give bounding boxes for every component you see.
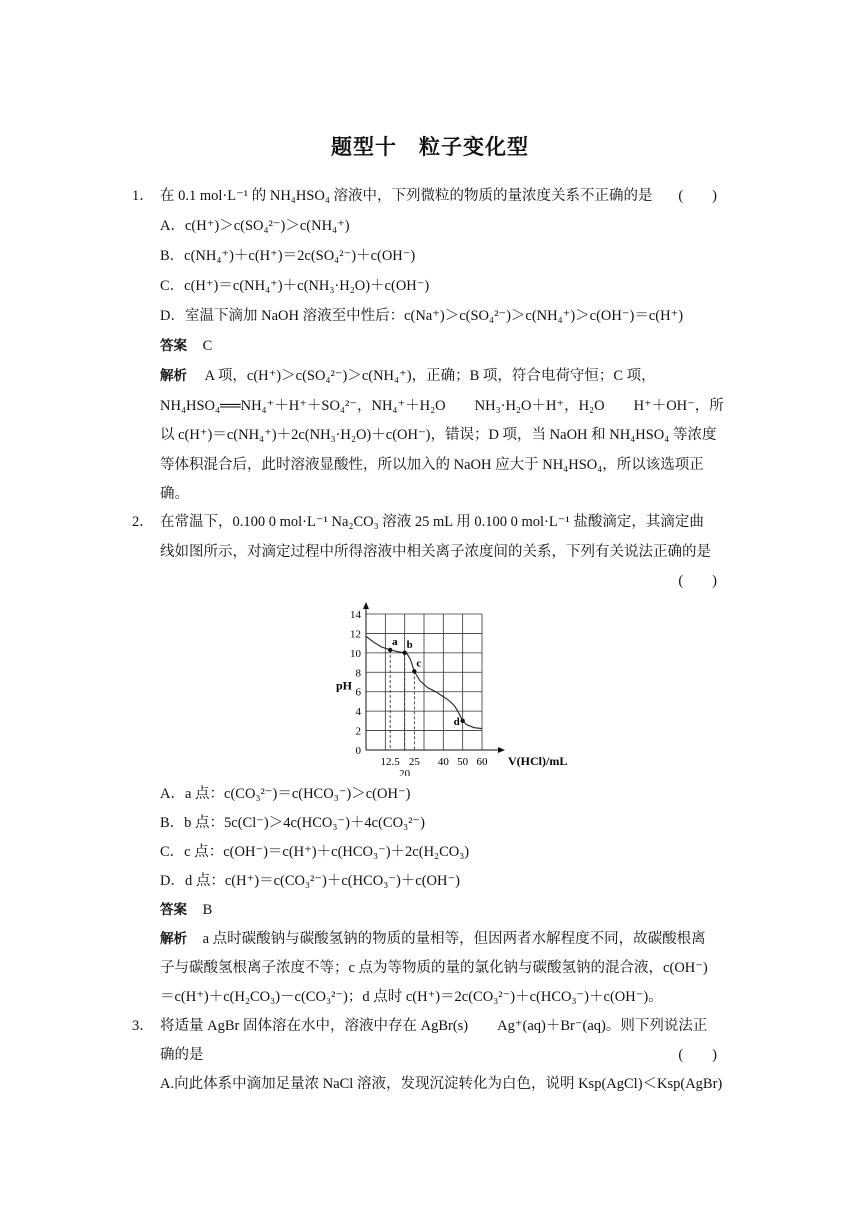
analysis-text: 确。 (160, 486, 189, 502)
data-point-c (412, 669, 416, 673)
answer-value: B (202, 902, 213, 918)
titration-chart (330, 598, 600, 776)
data-point-label-d: d (453, 715, 460, 728)
page-title: 题型十 粒子变化型 (331, 135, 529, 159)
y-tick-label: 2 (355, 725, 361, 738)
y-axis-label: pH (336, 678, 353, 693)
question-number: 1． (132, 188, 154, 204)
analysis-text: a 点时碳酸钠与碳酸氢钠的物质的量相等，但因两者水解程度不同，故碳酸根离 (202, 931, 706, 947)
option-b: B．c(NH₄⁺)＋c(H⁺)＝2c(SO₄²⁻)＋c(OH⁻) (160, 248, 416, 264)
dashed-guides (390, 650, 414, 750)
data-point-label-c: c (416, 657, 422, 670)
data-point-label-b: b (406, 638, 413, 651)
answer-value: C (202, 338, 213, 354)
option-a: A.向此体系中滴加足量浓 NaCl 溶液，发现沉淀转化为白色，说明 Ksp(AgCl)＜Ksp(AgBr) (160, 1076, 723, 1092)
x-tick-label: 12.5 (380, 756, 400, 768)
analysis-text: ＝c(H⁺)＋c(H₂CO₃)－c(CO₃²⁻)；d 点时 c(H⁺)＝2c(CO₃²⁻)＋c(HCO₃⁻)＋c(OH⁻)。 (160, 989, 663, 1005)
answer-label: 答案 (160, 338, 187, 354)
chart-grid (366, 614, 482, 750)
y-tick-label: 6 (355, 686, 361, 699)
x-axis-label: V(HCl)/mL (508, 754, 568, 768)
option-c: C．c 点：c(OH⁻)＝c(H⁺)＋c(HCO₃⁻)＋2c(H₂CO₃) (160, 844, 470, 860)
analysis-text: 子与碳酸氢根离子浓度不等；c 点为等物质的量的氯化钠与碳酸氢钠的混合液，c(OH⁻) (160, 960, 708, 976)
data-point-a (388, 648, 392, 652)
y-tick-label: 14 (350, 609, 361, 621)
answer-parenthesis: ( ) (678, 573, 717, 589)
x-tick-label: 20 (399, 768, 411, 776)
question-number: 3． (132, 1018, 154, 1034)
x-tick-label: 25 (408, 756, 420, 768)
answer-parenthesis: ( ) (678, 1047, 717, 1063)
analysis-label: 解析 (160, 368, 187, 384)
option-a: A．a 点：c(CO₃²⁻)＝c(HCO₃⁻)＞c(OH⁻) (160, 786, 411, 802)
analysis-line (160, 929, 706, 949)
question-number: 2． (132, 514, 154, 530)
analysis-text: 等体积混合后，此时溶液显酸性，所以加入的 NaOH 应大于 NH₄HSO₄，所以该选项正 (160, 457, 704, 473)
analysis-text: 以 c(H⁺)＝c(NH₄⁺)＋2c(NH₃·H₂O)＋c(OH⁻)，错误；D 项，当 NaOH 和 NH₄HSO₄ 等浓度 (160, 427, 717, 443)
y-tick-label: 12 (350, 628, 361, 641)
y-tick-label: 4 (355, 706, 361, 719)
answer-label: 答案 (160, 902, 187, 918)
data-points (388, 636, 465, 728)
x-tick-label: 40 (437, 756, 449, 768)
data-point-label-a: a (392, 635, 398, 648)
x-tick-labels (381, 756, 488, 776)
y-tick-label: 0 (355, 745, 361, 757)
answer-line (160, 900, 212, 920)
answer-parenthesis: ( ) (678, 188, 717, 204)
data-point-d (460, 719, 464, 723)
option-b: B．b 点：5c(Cl⁻)＞4c(HCO₃⁻)＋4c(CO₃²⁻) (160, 815, 425, 831)
option-c: C．c(H⁺)＝c(NH₄⁺)＋c(NH₃·H₂O)＋c(OH⁻) (160, 278, 430, 294)
option-a: A．c(H⁺)＞c(SO₄²⁻)＞c(NH₄⁺) (160, 218, 350, 234)
question-stem: 将适量 AgBr 固体溶在水中，溶液中存在 AgBr(s) Ag⁺(aq)＋Br⁻(aq)。则下列说法正 (160, 1018, 708, 1034)
analysis-line (160, 366, 656, 386)
x-axis-arrow (498, 747, 505, 753)
x-tick-label: 50 (457, 756, 469, 768)
y-tick-label: 8 (355, 667, 361, 680)
option-d: D．d 点：c(H⁺)＝c(CO₃²⁻)＋c(HCO₃⁻)＋c(OH⁻) (160, 873, 460, 889)
y-tick-label: 10 (350, 647, 361, 660)
option-d: D．室温下滴加 NaOH 溶液至中性后：c(Na⁺)＞c(SO₄²⁻)＞c(NH₄⁺)＞c(OH⁻)＝c(H⁺) (160, 308, 684, 324)
y-axis-arrow (363, 602, 369, 609)
x-tick-label: 60 (476, 756, 488, 768)
analysis-label: 解析 (160, 931, 187, 947)
analysis-text: NH₄HSO₄══NH₄⁺＋H⁺＋SO₄²⁻，NH₄⁺＋H₂O NH₃·H₂O＋H⁺，H₂O H⁺＋OH⁻，所 (160, 398, 724, 414)
question-stem: 在 0.1 mol·L⁻¹ 的 NH₄HSO₄ 溶液中，下列微粒的物质的量浓度关系不正确的是 (160, 188, 653, 204)
data-point-b (402, 651, 406, 655)
answer-line (160, 336, 212, 356)
analysis-text: A 项，c(H⁺)＞c(SO₄²⁻)＞c(NH₄⁺)，正确；B 项，符合电荷守恒；C 项， (204, 368, 656, 384)
question-stem: 确的是 (160, 1047, 204, 1063)
question-stem: 在常温下，0.100 0 mol·L⁻¹ Na₂CO₃ 溶液 25 mL 用 0.100 0 mol·L⁻¹ 盐酸滴定，其滴定曲 (160, 514, 704, 530)
question-stem: 线如图所示，对滴定过程中所得溶液中相关离子浓度间的关系，下列有关说法正确的是 (160, 544, 711, 560)
